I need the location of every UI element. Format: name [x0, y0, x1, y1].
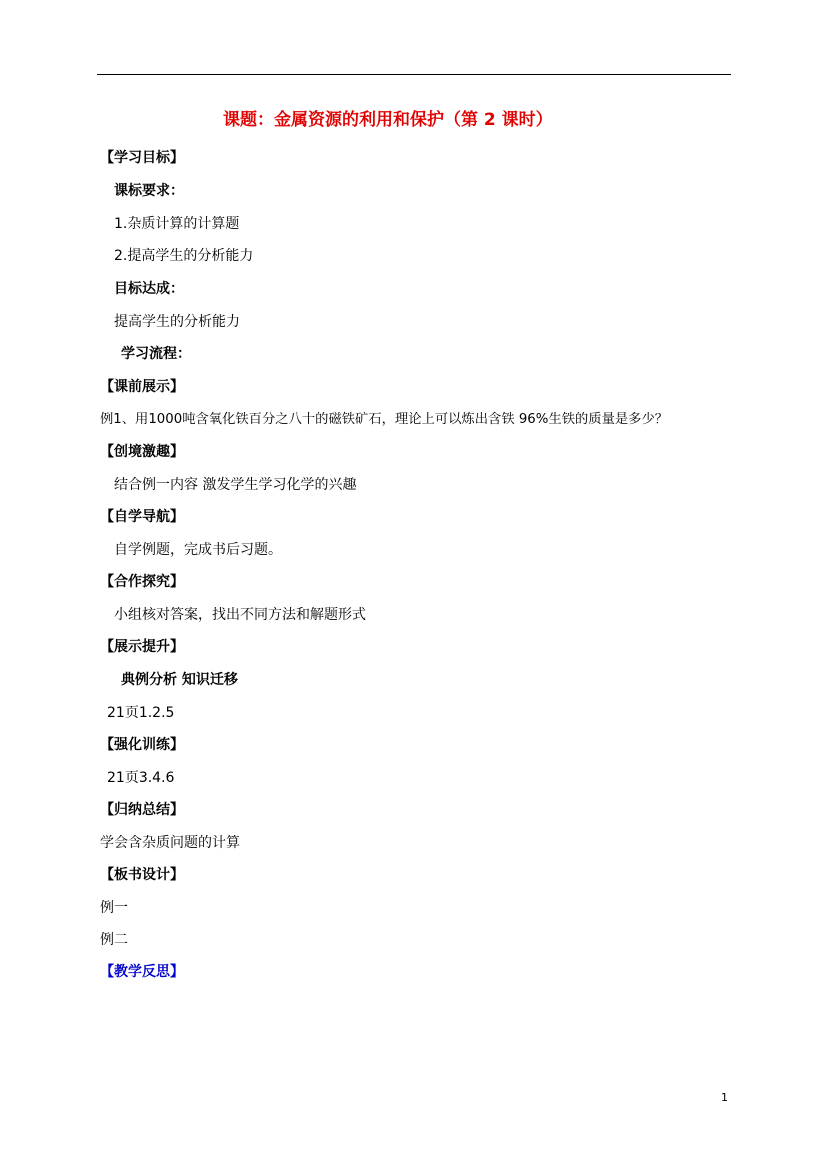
page-number: 1 [721, 1091, 728, 1104]
heading-cooperate: 【合作探究】 [100, 574, 184, 590]
heading-summary: 【归纳总结】 [100, 802, 184, 818]
cooperate-text: 小组核对答案，找出不同方法和解题形式 [114, 607, 366, 623]
heading-goals: 【学习目标】 [100, 150, 184, 166]
board-item-2: 例二 [100, 932, 128, 948]
display-subheading: 典例分析 知识迁移 [121, 672, 238, 688]
heading-display: 【展示提升】 [100, 639, 184, 655]
heading-process: 学习流程： [121, 346, 191, 362]
curriculum-item-1: 1.杂质计算的计算题 [114, 216, 240, 232]
heading-preview: 【课前展示】 [100, 379, 184, 395]
heading-selfstudy: 【自学导航】 [100, 509, 184, 525]
training-text: 21页3.4.6 [107, 770, 175, 786]
selfstudy-text: 自学例题，完成书后习题。 [114, 542, 282, 558]
summary-text: 学会含杂质问题的计算 [100, 835, 240, 851]
curriculum-item-2: 2.提高学生的分析能力 [114, 248, 254, 264]
display-text: 21页1.2.5 [107, 705, 175, 721]
achievement-text: 提高学生的分析能力 [114, 314, 240, 330]
header-rule [97, 74, 731, 75]
page-title: 课题：金属资源的利用和保护（第 2 课时） [223, 110, 553, 130]
preview-text: 例1、用1000吨含氧化铁百分之八十的磁铁矿石，理论上可以炼出含铁 96%生铁的质量是多少？ [100, 412, 669, 427]
heading-achievement: 目标达成： [114, 281, 184, 297]
board-item-1: 例一 [100, 900, 128, 916]
heading-reflection: 【教学反思】 [100, 964, 184, 980]
heading-inspire: 【创境激趣】 [100, 444, 184, 460]
heading-board: 【板书设计】 [100, 867, 184, 883]
heading-training: 【强化训练】 [100, 737, 184, 753]
inspire-text: 结合例一内容 激发学生学习化学的兴趣 [114, 477, 357, 493]
heading-curriculum: 课标要求： [114, 183, 184, 199]
